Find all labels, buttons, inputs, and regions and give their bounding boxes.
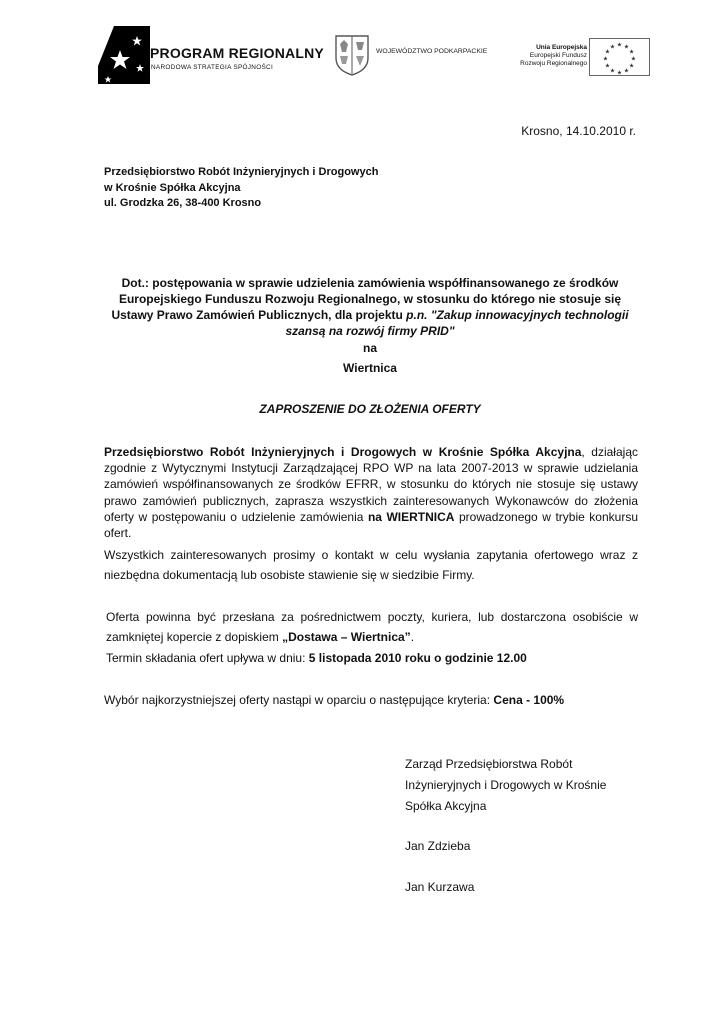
svg-text:★: ★	[609, 43, 616, 51]
svg-text:★: ★	[604, 48, 611, 56]
eu-flag-icon	[589, 38, 650, 76]
voivodeship-crest-icon	[334, 34, 370, 76]
deadline-text: Termin składania ofert upływa w dniu:	[106, 651, 309, 665]
contact-paragraph: Wszystkich zainteresowanych prosimy o kontakt w celu wysłania zapytania ofertowego wraz z niezbędna dokumentacją lub osobiste stawienie się w siedzibie Firmy.	[104, 548, 638, 582]
signature-org-line-2: Inżynieryjnych i Drogowych w Krośnie	[405, 778, 607, 792]
svg-text:★: ★	[616, 69, 623, 76]
delivery-text: Oferta powinna być przesłana za pośrednictwem poczty, kuriera, lub dostarczona osobiście w zamkniętej kopercie z dopiskiem	[106, 610, 638, 644]
signer-2: Jan Kurzawa	[405, 880, 475, 894]
svg-text:★: ★	[623, 67, 630, 75]
subject-project-name: p.n. "Zakup innowacyjnych technologii szansą na rozwój firmy PRID"	[285, 308, 629, 338]
svg-text:★: ★	[604, 62, 611, 70]
criteria-value: Cena - 100%	[493, 693, 565, 707]
svg-text:★: ★	[623, 43, 630, 51]
document-heading: ZAPROSZENIE DO ZŁOŻENIA OFERTY	[259, 402, 481, 416]
eu-fund-label	[505, 44, 587, 69]
svg-text:★: ★	[616, 41, 623, 49]
subject-text: Dot.: postępowania w sprawie udzielenia zamówienia współfinansowanego ze środków Europejskiego Funduszu Rozwoju Regionalnego, w stosunku do którego nie stosuje się Ustawy Prawo Zamówień Publicznych, dla projektu	[111, 276, 622, 322]
address-line-3: ul. Grodzka 26, 38-400 Krosno	[104, 197, 262, 209]
star-emblem-icon	[98, 26, 150, 84]
company-name: Przedsiębiorstwo Robót Inżynieryjnych i Drogowych w Krośnie Spółka Akcyjna	[104, 445, 582, 459]
program-subtitle: NARODOWA STRATEGIA SPÓJNOŚCI	[151, 64, 274, 71]
delivery-end: .	[410, 630, 415, 644]
deadline-paragraph	[106, 650, 638, 666]
subject-na: na	[362, 341, 377, 355]
recipient-address	[104, 165, 378, 212]
svg-text:★: ★	[602, 55, 609, 63]
envelope-note: „Dostawa – Wiertnica”	[282, 630, 411, 644]
criteria-text: Wybór najkorzystniejszej oferty nastąpi w oparciu o następujące kryteria:	[104, 693, 494, 707]
signer-1: Jan Zdzieba	[405, 839, 471, 853]
invitation-text: , działając zgodnie z Wytycznymi Instytucji Zarządzającej RPO WP na lata 2007-2013 w sprawie udzielania zamówień współfinansowanych ze środków EFRR, w stosunku do których nie stosuje się ustawy prawo zamówień publicznych, zaprasza wszystkich zainteresowanych Wykonawców do złożenia oferty w postępowaniu o udzielenie zamówienia	[104, 445, 638, 524]
svg-text:★: ★	[628, 48, 635, 56]
signature-org-line-3: Spółka Akcyjna	[405, 799, 487, 813]
criteria-paragraph	[104, 692, 638, 708]
eu-line-3: Rozwoju Regionalnego	[520, 60, 587, 68]
address-line-1: Przedsiębiorstwo Robót Inżynieryjnych i Drogowych	[104, 166, 379, 178]
svg-text:★: ★	[628, 62, 635, 70]
svg-text:★: ★	[609, 67, 616, 75]
subject-item: Wiertnica	[343, 361, 397, 375]
delivery-paragraph	[106, 607, 638, 647]
letter-date: Krosno, 14.10.2010 r.	[521, 124, 636, 138]
invitation-text-end: prowadzonego w trybie konkursu ofert.	[104, 509, 638, 541]
subject-paragraph	[100, 275, 640, 339]
program-title: PROGRAM REGIONALNY	[150, 45, 324, 61]
eu-line-2: Europejski Fundusz	[529, 52, 587, 60]
signature-org-line-1: Zarząd Przedsiębiorstwa Robót	[405, 757, 573, 771]
invitation-paragraph	[104, 444, 638, 541]
voivodeship-label: WOJEWÓDZTWO PODKARPACKIE	[376, 48, 488, 55]
deadline-date: 5 listopada 2010 roku o godzinie 12.00	[308, 651, 527, 665]
address-line-2: w Krośnie Spółka Akcyjna	[104, 181, 241, 194]
svg-text:★: ★	[630, 55, 637, 63]
eu-line-1: Unia Europejska	[536, 44, 587, 51]
order-subject: na WIERTNICA	[367, 509, 455, 524]
